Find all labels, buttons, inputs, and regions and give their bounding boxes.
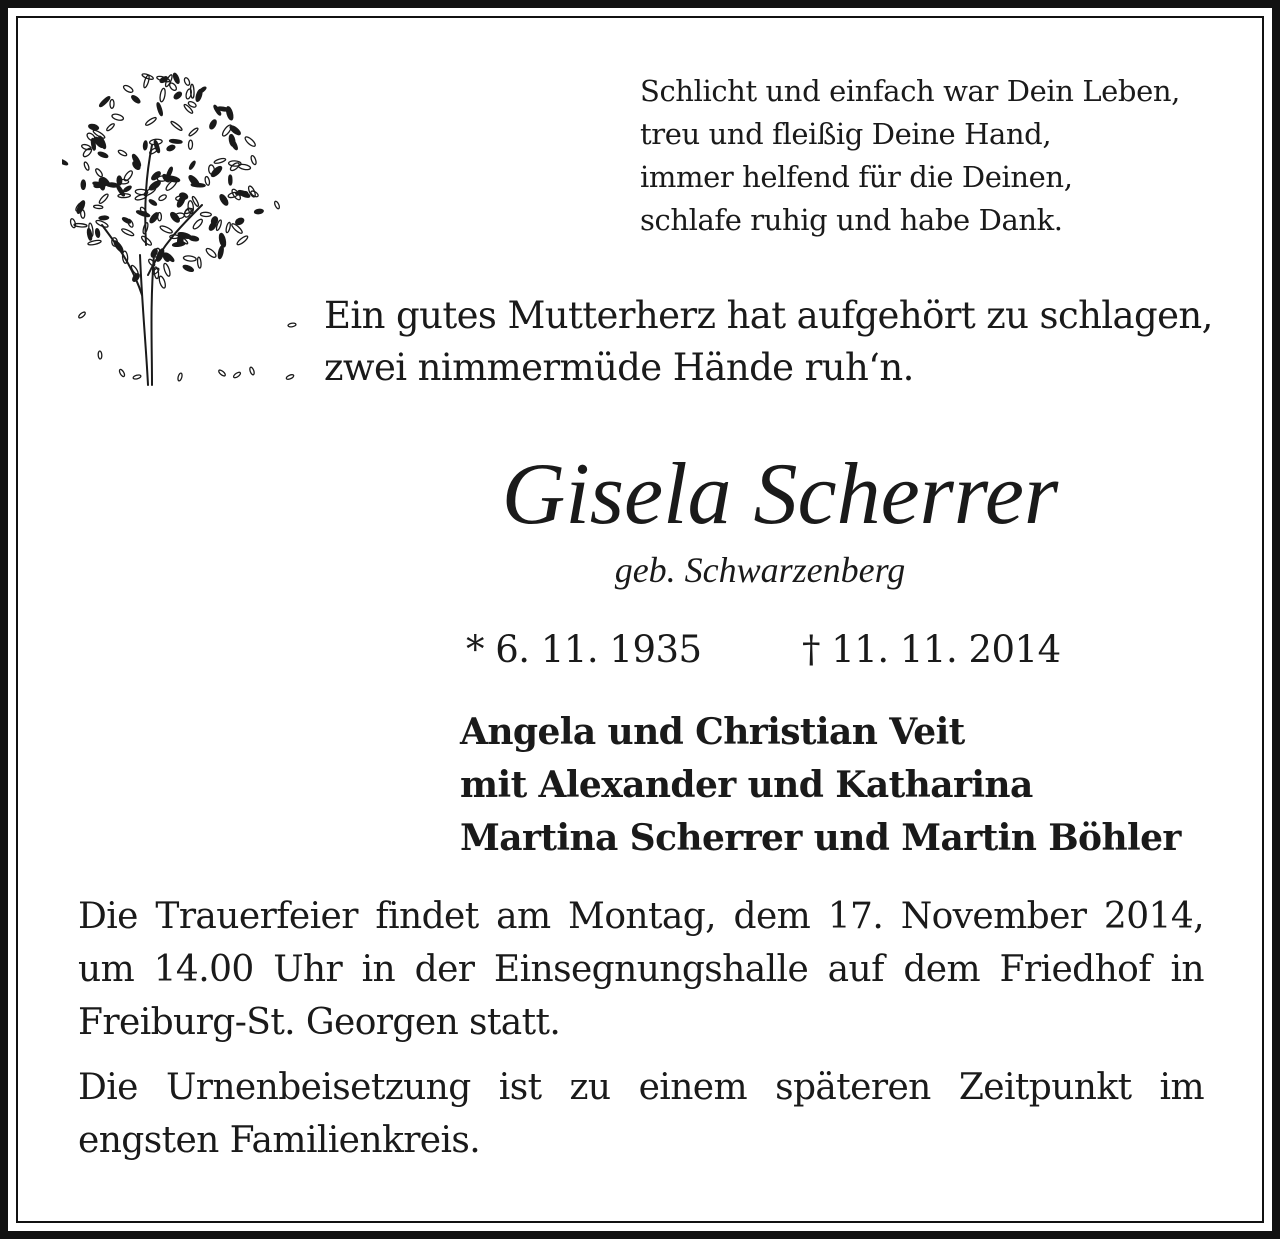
intro-block xyxy=(324,290,1224,394)
mourner-line: Martina Scherrer und Martin Böhler xyxy=(460,817,1181,859)
mourner-line: Angela und Christian Veit xyxy=(460,711,965,753)
birth-date: * 6. 11. 1935 xyxy=(466,628,702,671)
life-dates xyxy=(462,622,1162,678)
death-date: † 11. 11. 2014 xyxy=(802,628,1061,671)
intro-line: Ein gutes Mutterherz hat aufgehört zu schlagen, xyxy=(324,294,1213,337)
verse-line: schlafe ruhig und habe Dank. xyxy=(640,203,1063,237)
burial-text: Die Urnenbeisetzung ist zu einem späteren Zeitpunkt im engsten Familienkreis. xyxy=(78,1067,1204,1161)
verse-line: immer helfend für die Deinen, xyxy=(640,160,1073,194)
mourner-line: mit Alexander und Katharina xyxy=(460,764,1033,806)
mourners-block xyxy=(460,706,1240,865)
maiden-name: geb. Schwarzenberg xyxy=(614,550,906,590)
verse-block xyxy=(640,70,1240,242)
deceased-name: Gisela Scherrer xyxy=(501,446,1059,543)
ceremony-text: Die Trauerfeier findet am Montag, dem 17. November 2014, um 14.00 Uhr in der Einsegnungshalle auf dem Friedhof in Freiburg-St. Georgen statt. xyxy=(78,896,1204,1043)
tree-icon xyxy=(62,55,312,395)
verse-line: Schlicht und einfach war Dein Leben, xyxy=(640,74,1180,108)
intro-line: zwei nimmermüde Hände ruh‘n. xyxy=(324,346,914,389)
funeral-info xyxy=(78,890,1204,1179)
verse-line: treu und fleißig Deine Hand, xyxy=(640,117,1052,151)
